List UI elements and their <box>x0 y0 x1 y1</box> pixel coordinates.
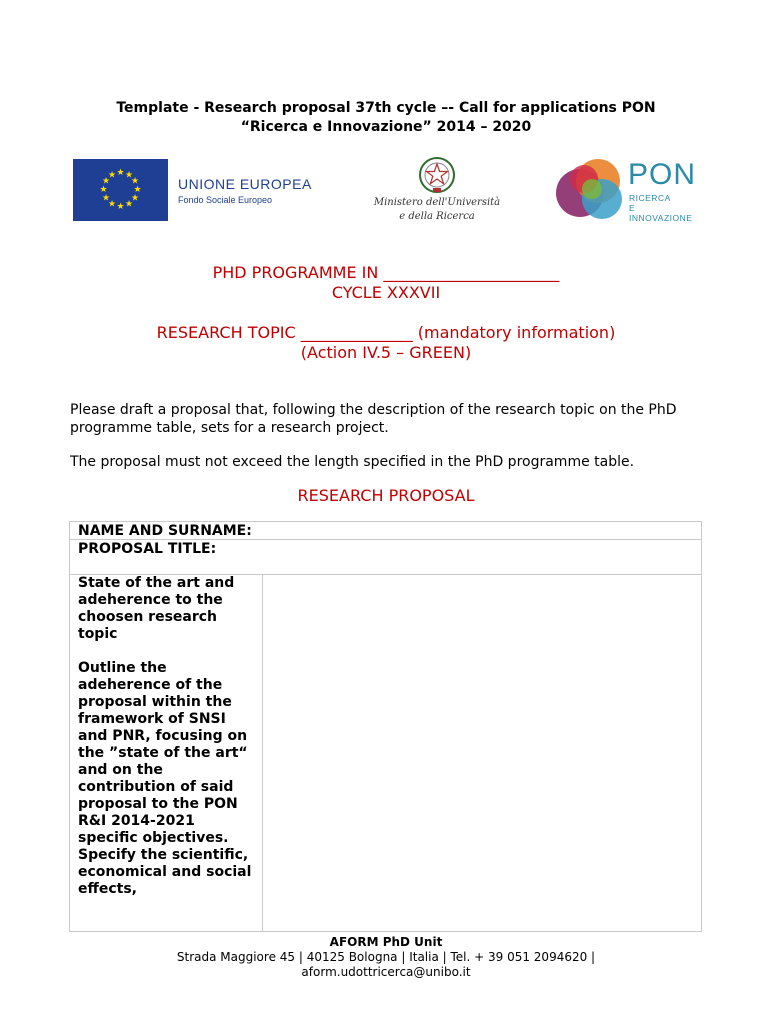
document-title-line1: Template - Research proposal 37th cycle –- Call for applications PON <box>116 100 656 116</box>
pon-logo-subtitle <box>629 193 700 223</box>
document-title <box>40 99 732 137</box>
research-topic-heading <box>40 323 732 363</box>
intro-paragraph-1: Please draft a proposal that, following the description of the research topic on the PhD programme table, sets for a research project. <box>70 402 677 436</box>
ministry-logo-line1: Ministero dell'Università <box>373 197 501 208</box>
section-answer-cell[interactable] <box>264 575 701 931</box>
svg-text:★: ★ <box>99 185 108 195</box>
pon-circles-icon <box>554 157 626 223</box>
eu-logo-subtitle: Fondo Sociale Europeo <box>178 194 273 205</box>
phd-programme-heading <box>40 263 732 303</box>
ministry-logo <box>372 155 502 227</box>
section-instructions: Outline the adeherence of the proposal within the framework of SNSI and PNR, focusing on the ”state of the art“ and on the contribution of said proposal to the PON R&I 2014-2021 specific objectives. Specify the scientific, economical and social effects, <box>78 660 252 897</box>
svg-text:★: ★ <box>107 199 117 210</box>
document-title-line2: “Ricerca e Innovazione” 2014 – 2020 <box>240 119 532 135</box>
svg-text:★: ★ <box>101 176 111 187</box>
proposal-title-row[interactable] <box>70 540 701 575</box>
eu-logo <box>73 159 312 221</box>
svg-text:★: ★ <box>116 202 125 212</box>
footer-address: Strada Maggiore 45 | 40125 Bologna | Italia | Tel. + 39 051 2094620 | <box>176 950 596 964</box>
pon-logo <box>554 157 700 225</box>
footer-unit: AFORM PhD Unit <box>329 935 443 949</box>
intro-paragraph-2: The proposal must not exceed the length specified in the PhD programme table. <box>70 454 635 470</box>
italian-emblem-icon <box>417 155 457 195</box>
svg-text:★: ★ <box>133 185 142 195</box>
svg-text:★: ★ <box>124 199 134 210</box>
svg-text:★: ★ <box>116 168 125 178</box>
ministry-logo-line2: e della Ricerca <box>399 211 475 222</box>
page-footer <box>40 935 732 980</box>
research-proposal-heading: RESEARCH PROPOSAL <box>297 486 475 505</box>
proposal-title-label: PROPOSAL TITLE: <box>78 541 217 557</box>
proposal-form-table <box>69 521 702 932</box>
svg-text:★: ★ <box>130 193 140 204</box>
name-surname-row[interactable] <box>70 522 701 540</box>
svg-text:★: ★ <box>130 176 140 187</box>
research-topic-line: RESEARCH TOPIC ______________ (mandatory information) <box>156 323 616 342</box>
footer-email: aform.udottricerca@unibo.it <box>301 965 471 979</box>
name-surname-label: NAME AND SURNAME: <box>78 523 252 539</box>
cycle-line: CYCLE XXXVII <box>331 283 441 302</box>
section-label-cell <box>70 575 263 931</box>
svg-text:★: ★ <box>107 170 117 181</box>
logo-banner <box>70 155 700 227</box>
section-label: State of the art and adeherence to the choosen research topic <box>78 575 235 642</box>
svg-text:★: ★ <box>124 170 134 181</box>
svg-text:★: ★ <box>101 193 111 204</box>
pon-logo-sub-line2: E INNOVAZIONE <box>629 203 693 223</box>
action-line: (Action IV.5 – GREEN) <box>300 343 472 362</box>
phd-programme-line: PHD PROGRAMME IN ______________________ <box>212 263 560 282</box>
pon-logo-word: PON <box>628 158 697 191</box>
pon-logo-sub-line1: RICERCA <box>629 193 671 203</box>
eu-logo-title: UNIONE EUROPEA <box>178 175 312 192</box>
eu-flag-icon <box>73 159 168 221</box>
